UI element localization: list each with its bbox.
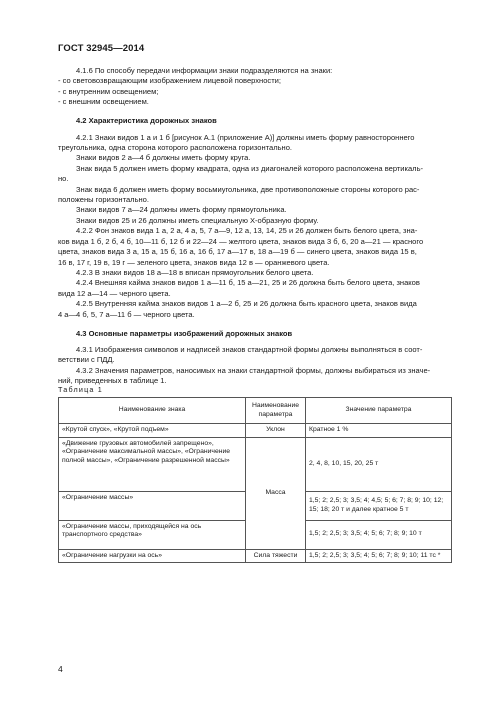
paragraph-4-2-1-line: треугольника, одна сторона которого расположена горизонтально. — [58, 143, 292, 153]
parameter-value-cell: 1,5; 2; 2,5; 3; 3,5; 4; 5; 6; 7; 8; 9; 10 т — [306, 520, 452, 549]
table-header-row — [59, 398, 452, 424]
parameter-name-cell: Уклон — [246, 424, 306, 438]
table-row — [59, 437, 452, 491]
paragraph-4-2-2-line: 16 в, 17 г, 19 в, 19 г — зеленого цвета, знаков вида 12 в — оранжевого цвета. — [58, 257, 330, 267]
paragraph-4-2-2-line: 4.2.2 Фон знаков вида 1 а, 2 а, 4 а, 5, 7 а—9, 12 а, 13, 14, 25 и 26 должен быть белого цвета, зна- — [76, 226, 418, 236]
paragraph-4-2-5-line: 4.2.5 Внутренняя кайма знаков видов 1 а—2 б, 25 и 26 должна быть красного цвета, знаков вида — [76, 299, 417, 309]
standard-designation: ГОСТ 32945—2014 — [58, 43, 145, 54]
column-header: Наименование знака — [59, 398, 246, 424]
paragraph-4-2-5-line: 4 а—4 б, 5, 7 а—11 б — черного цвета. — [58, 309, 195, 319]
parameter-name-cell: Сила тяжести — [246, 549, 306, 563]
paragraph-4-2-1-line: 4.2.1 Знаки видов 1 а и 1 б [рисунок А.1 (приложение А)] должны иметь форму равностороннего — [76, 132, 415, 142]
parameter-value-cell: 2, 4, 8, 10, 15, 20, 25 т — [306, 437, 452, 491]
paragraph-4-2-1-line: Знак вида 6 должен иметь форму восьмиугольника, две противоположные стороны которого рас- — [76, 184, 420, 194]
list-item: - с внутренним освещением; — [58, 86, 159, 96]
parameter-value-cell: 1,5; 2; 2,5; 3; 3,5; 4; 5; 6; 7; 8; 9; 10; 11 тс * — [306, 549, 452, 563]
list-item: - с внешним освещением. — [58, 97, 149, 107]
table-row — [59, 549, 452, 563]
paragraph-4-3-1-line: 4.3.1 Изображения символов и надписей знаков стандартной формы должны выполняться в соот- — [76, 344, 423, 354]
paragraph-4-1-6: 4.1.6 По способу передачи информации знаки подразделяются на знаки: — [76, 66, 333, 75]
parameters-table — [58, 397, 452, 563]
paragraph-4-2-1-line: Знаки видов 2 а—4 б должны иметь форму круга. — [76, 153, 251, 163]
paragraph-4-2-1-line: Знак вида 5 должен иметь форму квадрата, одна из диагоналей которого расположена вертикаль- — [76, 163, 424, 173]
paragraph-4-2-4-line: вида 12 а—14 — черного цвета. — [58, 288, 171, 298]
paragraph-4-3-2-line: 4.3.2 Значения параметров, наносимых на знаки стандартной формы, должны выбираться из значе- — [76, 365, 431, 375]
list-item: - со световозвращающим изображением лицевой поверхности; — [58, 76, 281, 86]
section-heading-4-3: 4.3 Основные параметры изображений дорожных знаков — [76, 328, 293, 338]
table-row — [59, 424, 452, 438]
paragraph-4-2-2-line: ков вида 1 б, 2 б, 4 б, 10—11 б, 12 б и 22—24 — желтого цвета, знаков вида 3 б, 6, 20 а—21 — красного — [58, 236, 424, 246]
page-number: 4 — [58, 664, 63, 674]
parameter-name-cell: Масса — [246, 437, 306, 549]
paragraph-4-3-2-line: ний, приведенных в таблице 1. — [58, 376, 167, 386]
parameter-value-cell: Кратное 1 % — [306, 424, 452, 438]
parameter-value-cell: 1,5; 2; 2,5; 3; 3,5; 4; 4,5; 5; 6; 7; 8; 9; 10; 12; 15; 18; 20 т и далее кратное 5 т — [306, 491, 452, 520]
paragraph-4-2-1-line: Знаки видов 25 и 26 должны иметь специальную Х-образную форму. — [76, 215, 319, 225]
sign-name-cell: «Ограничение массы» — [59, 491, 246, 520]
paragraph-4-2-1-line: но. — [58, 174, 69, 184]
table-caption: Таблица 1 — [58, 385, 103, 394]
column-header: Значение параметра — [306, 398, 452, 424]
section-heading-4-2: 4.2 Характеристика дорожных знаков — [76, 116, 217, 126]
paragraph-4-2-1-line: положены горизонтально. — [58, 195, 149, 205]
paragraph-4-2-3: 4.2.3 В знаки видов 18 а—18 в вписан прямоугольник белого цвета. — [76, 267, 314, 277]
document-body — [58, 66, 451, 387]
sign-name-cell: «Ограничение массы, приходящейся на ось транспортного средства» — [59, 520, 246, 549]
sign-name-cell: «Ограничение нагрузки на ось» — [59, 549, 246, 563]
column-header: Наименование параметра — [246, 398, 306, 424]
paragraph-4-2-2-line: цвета, знаков вида 3 а, 15 а, 15 б, 16 а, 16 б, 17 а—17 в, 18 а—19 б — синего цвета, знаков вида 15 в, — [58, 247, 417, 257]
paragraph-4-2-4-line: 4.2.4 Внешняя кайма знаков видов 1 а—11 б, 15 а—21, 25 и 26 должна быть белого цвета, знаков — [76, 278, 420, 288]
paragraph-4-3-1-line: ветствии с ПДД. — [58, 355, 115, 365]
sign-name-cell: «Движение грузовых автомобилей запрещено», «Ограничение максимальной массы», «Ограничение полной массы», «Ограничение разрешенной массы» — [59, 437, 246, 491]
paragraph-4-2-1-line: Знаки видов 7 а—24 должны иметь форму прямоугольника. — [76, 205, 287, 215]
sign-name-cell: «Крутой спуск», «Крутой подъем» — [59, 424, 246, 438]
